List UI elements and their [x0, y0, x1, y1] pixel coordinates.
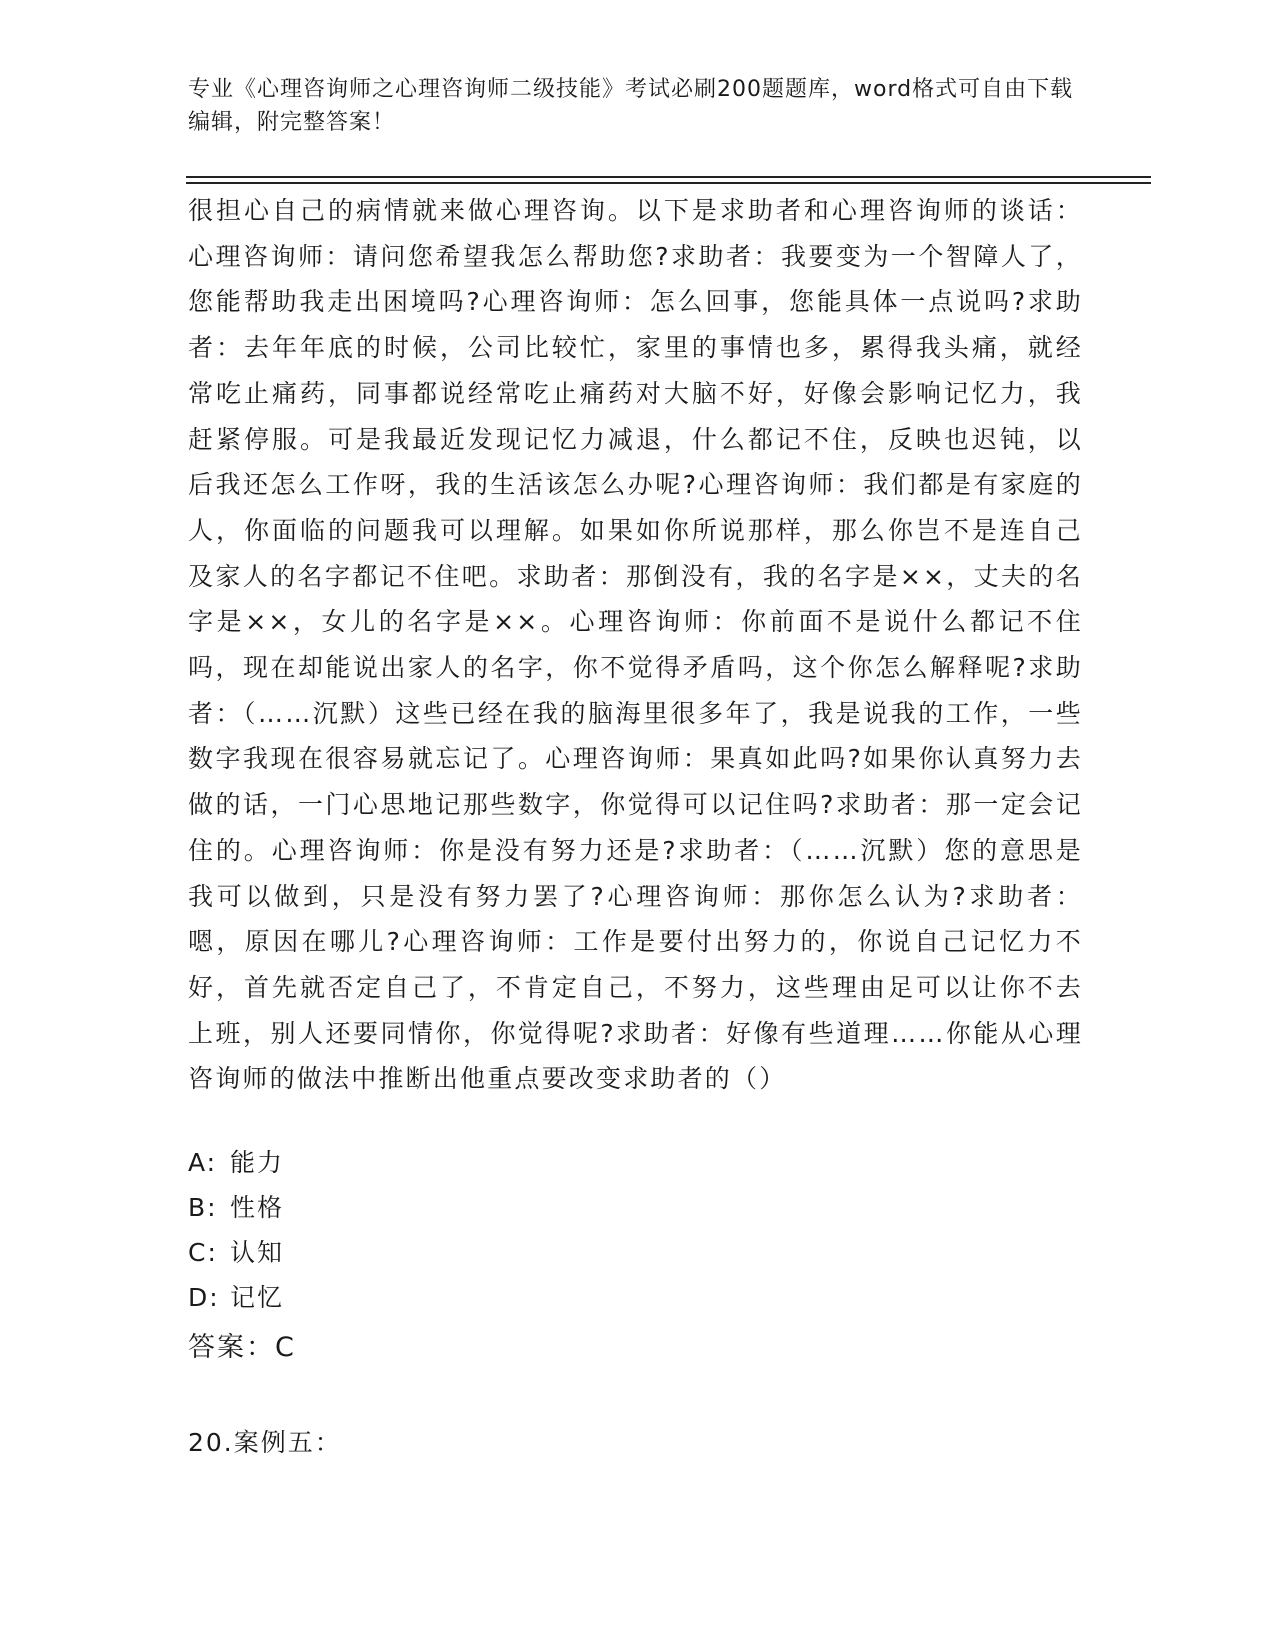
option-a-letter: A:: [188, 1148, 218, 1177]
option-d-letter: D:: [188, 1283, 220, 1312]
header-divider-top: [186, 176, 1151, 178]
option-c: [188, 1230, 284, 1275]
option-d: [188, 1275, 284, 1320]
next-question-title: 20.案例五：: [188, 1428, 342, 1457]
option-b-text: 性格: [230, 1193, 285, 1222]
answer-line: 答案：C: [188, 1332, 296, 1363]
option-b-letter: B:: [188, 1193, 218, 1222]
option-a: [188, 1140, 284, 1185]
page-header: 专业《心理咨询师之心理咨询师二级技能》考试必刷200题题库，word格式可自由下载编辑，附完整答案！: [188, 77, 1074, 135]
option-a-text: 能力: [230, 1148, 285, 1177]
option-list: [188, 1140, 284, 1320]
header-divider-bottom: [186, 182, 1151, 184]
option-c-text: 认知: [230, 1238, 285, 1267]
option-c-letter: C:: [188, 1238, 218, 1267]
option-b: [188, 1185, 284, 1230]
question-stem: 很担心自己的病情就来做心理咨询。以下是求助者和心理咨询师的谈话：心理咨询师：请问您希望我怎么帮助您?求助者：我要变为一个智障人了，您能帮助我走出困境吗?心理咨询师：怎么回事，您能具体一点说吗?求助者：去年年底的时候，公司比较忙，家里的事情也多，累得我头痛，就经常吃止痛药，同事都说经常吃止痛药对大脑不好，好像会影响记忆力，我赶紧停服。可是我最近发现记忆力减退，什么都记不住，反映也迟钝，以后我还怎么工作呀，我的生活该怎么办呢?心理咨询师：我们都是有家庭的人，你面临的问题我可以理解。如果如你所说那样，那么你岂不是连自己及家人的名字都记不住吧。求助者：那倒没有，我的名字是××，丈夫的名字是××，女儿的名字是××。心理咨询师：你前面不是说什么都记不住吗，现在却能说出家人的名字，你不觉得矛盾吗，这个你怎么解释呢?求助者：（……沉默）这些已经在我的脑海里很多年了，我是说我的工作，一些数字我现在很容易就忘记了。心理咨询师：果真如此吗?如果你认真努力去做的话，一门心思地记那些数字，你觉得可以记住吗?求助者：那一定会记住的。心理咨询师：你是没有努力还是?求助者：（……沉默）您的意思是我可以做到，只是没有努力罢了?心理咨询师：那你怎么认为?求助者：嗯，原因在哪儿?心理咨询师：工作是要付出努力的，你说自己记忆力不好，首先就否定自己了，不肯定自己，不努力，这些理由足可以让你不去上班，别人还要同情你，你觉得呢?求助者：好像有些道理……你能从心理咨询师的做法中推断出他重点要改变求助者的（）: [188, 196, 1083, 1094]
option-d-text: 记忆: [230, 1283, 285, 1312]
